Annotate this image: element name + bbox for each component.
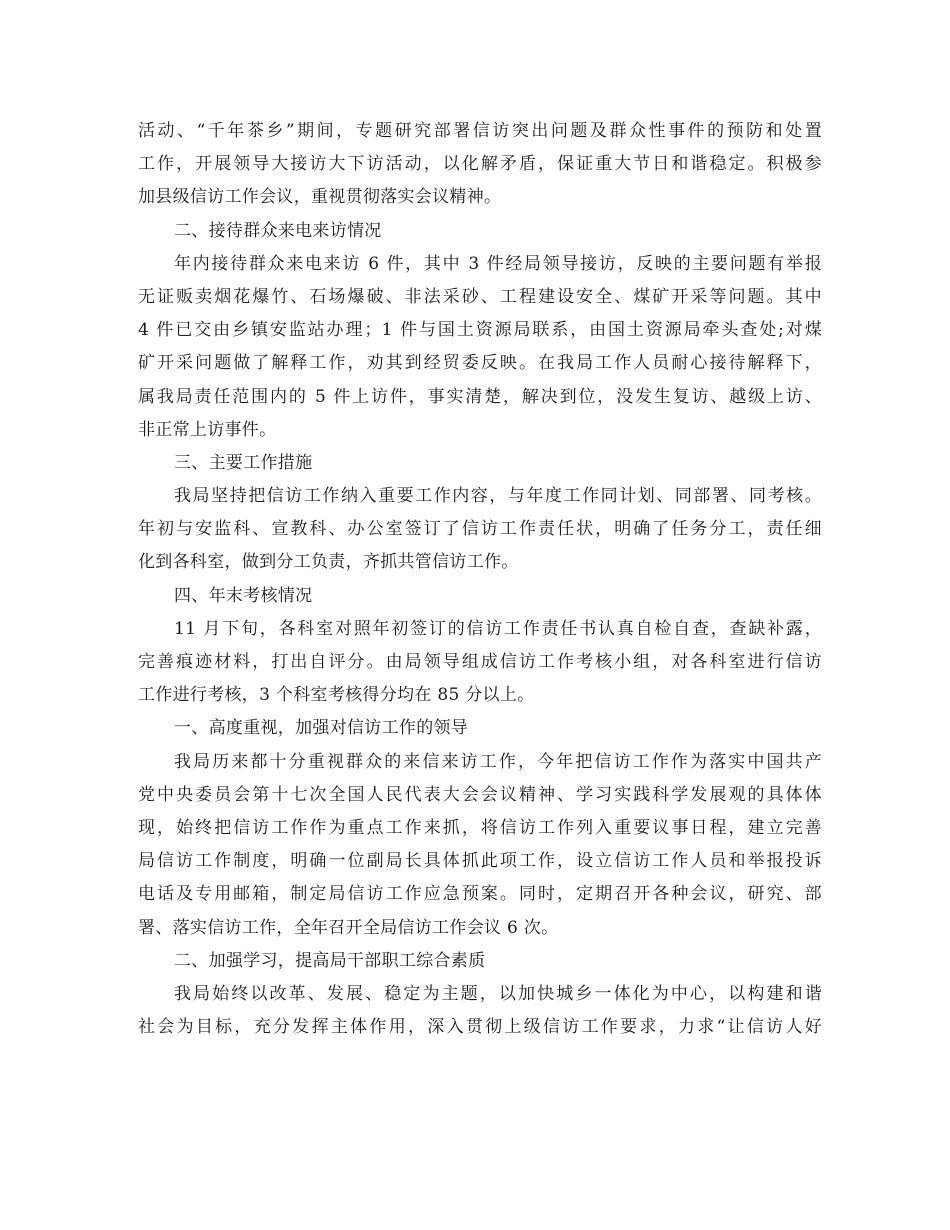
text-line: 电话及专用邮箱，制定局信访工作应急预案。同时，定期召开各种会议，研究、部 <box>138 884 822 905</box>
text-line: 完善痕迹材料，打出自评分。由局领导组成信访工作考核小组，对各科室进行信访 <box>138 652 822 672</box>
text-line: 非正常上访事件。 <box>138 419 277 440</box>
document-body <box>138 115 822 1044</box>
text-line: 我局坚持把信访工作纳入重要工作内容，与年度工作同计划、同部署、同考核。 <box>174 486 822 507</box>
text-line: 年内接待群众来电来访 6 件，其中 3 件经局领导接访，反映的主要问题有举报 <box>174 253 822 274</box>
section-heading: 一、高度重视，加强对信访工作的领导 <box>174 718 469 739</box>
text-line: 署、落实信访工作，全年召开全局信访工作会议 6 次。 <box>138 917 559 938</box>
text-line: 11 月下旬，各科室对照年初签订的信访工作责任书认真自检自查，查缺补露， <box>174 618 822 639</box>
text-line: 年初与安监科、宣教科、办公室签订了信访工作责任状，明确了任务分工，责任细 <box>138 519 822 540</box>
text-line: 活动、“千年茶乡”期间，专题研究部署信访突出问题及群众性事件的预防和处置 <box>138 121 822 141</box>
text-line: 加县级信访工作会议，重视贯彻落实会议精神。 <box>138 187 502 208</box>
text-line: 局信访工作制度，明确一位副局长具体抓此项工作，设立信访工作人员和举报投诉 <box>138 851 822 872</box>
text-line: 4 件已交由乡镇安监站办理；1 件与国土资源局联系，由国土资源局牵头查处;对煤 <box>138 320 822 341</box>
text-line: 矿开采问题做了解释工作，劝其到经贸委反映。在我局工作人员耐心接待解释下， <box>138 353 822 374</box>
text-line: 我局始终以改革、发展、稳定为主题，以加快城乡一体化为中心，以构建和谐 <box>174 983 822 1004</box>
section-heading: 二、加强学习，提高局干部职工综合素质 <box>174 950 486 971</box>
text-line: 化到各科室，做到分工负责，齐抓共管信访工作。 <box>138 552 519 573</box>
section-heading: 四、年末考核情况 <box>174 585 313 606</box>
text-line: 社会为目标，充分发挥主体作用，深入贯彻上级信访工作要求，力求“让信访人好 <box>138 1017 822 1038</box>
section-heading: 二、接待群众来电来访情况 <box>174 220 382 241</box>
text-line: 属我局责任范围内的 5 件上访件，事实清楚，解决到位，没发生复访、越级上访、 <box>138 386 822 407</box>
section-heading: 三、主要工作措施 <box>174 452 313 473</box>
text-line: 我局历来都十分重视群众的来信来访工作，今年把信访工作作为落实中国共产 <box>174 751 822 772</box>
text-line: 工作进行考核，3 个科室考核得分均在 85 分以上。 <box>138 685 535 706</box>
text-line: 现，始终把信访工作作为重点工作来抓，将信访工作列入重要议事日程，建立完善 <box>138 817 822 838</box>
text-line: 无证贩卖烟花爆竹、石场爆破、非法采砂、工程建设安全、煤矿开采等问题。其中 <box>138 286 822 307</box>
text-line: 党中央委员会第十七次全国人民代表大会会议精神、学习实践科学发展观的具体体 <box>138 784 822 805</box>
text-line: 工作，开展领导大接访大下访活动，以化解矛盾，保证重大节日和谐稳定。积极参 <box>138 154 822 175</box>
